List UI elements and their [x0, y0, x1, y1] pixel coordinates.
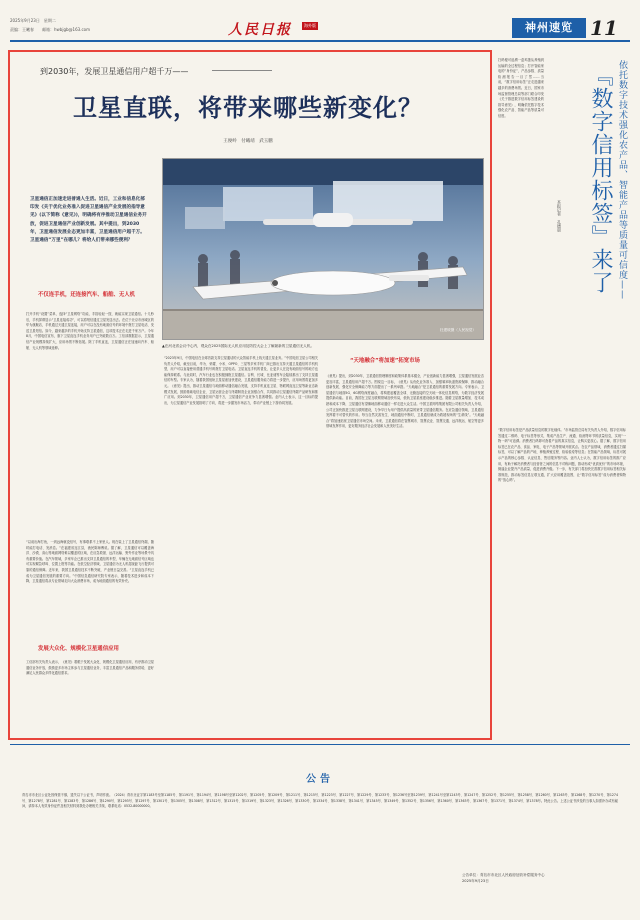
- sidebar-writer: 本报记者 孔德晨: [557, 200, 562, 232]
- notice-title: 公告: [306, 774, 334, 785]
- article-column-1c: 工信部有关负责人表示，《意见》着眼于发展大众化、规模化卫星通信应用，有序推动卫星通信业务开放，鼓励更多市场主体参与卫星通信业务，丰富卫星通信产品和服务供给，更好满足人民群众多样化通信需求。: [26, 660, 154, 676]
- article-lead: [30, 196, 148, 245]
- editor-line: 责编：王曦春 邮箱：hwbjgb@163.com: [10, 27, 90, 32]
- sidebar-title: 『数字信用标签』来了: [588, 64, 613, 294]
- kicker-rule: [212, 70, 272, 71]
- sidebar-subtitle: 依托数字技术强化农产品、智能产品等质量可信度——: [617, 60, 627, 300]
- article-column-1a: 打开手机“设置”菜单，选择“卫星网络”功能，手指轻轻一按，就能实现卫星通信。十几秒后，手机屏幕显示“卫星连接成功”，可以将短信通过卫星发送出去。在位于北京市西城区的华为旗舰店，手机通过天通卫星连接，用户可以在没有地面信号的环境中拨打卫星电话、发送卫星短信。如今，越来越多的手机开始支持卫星通信，这项技术正在走进千家万户。今年8月，中国电信宣布，旗下卫星直连手机业务用户已突破数百万。工信部数据显示，卫星通信产业规模持续扩大，应用场景不断拓展。除了手机直连，卫星通信正在加速向汽车、船舶、无人机等领域延伸。: [26, 312, 154, 350]
- article-column-3: 《意见》提出，到2030年，卫星通信管理制度和政策体系基本健全，产业创新能力显著增强，卫星通信发展业态更加丰富，卫星通信用户超千万。围绕这一目标，《意见》从优化业务准入、加强频率轨道资源保障、推动融合创新发展、强化安全保障能力等方面提出了一系列举措。“天地融合”是卫星通信的重要发展方向。专家表示，卫星通信与地面5G、6G网络深度融合，将构建起覆盖全球、无缝连接的空天地一体化信息网络，为数字经济发展提供新动能。目前，我国在卫星互联网领域加快布局，低轨卫星星座建设稳步推进。随着卫星数量增加、技术成熟和成本下降，卫星通信有望像地面移动通信一样走进大众生活。中国卫星网络集团有限公司相关负责人介绍，公司正加快推进卫星互联网建设，力争早日为用户提供高质量的宽带卫星通信服务。在应急通信领域，卫星通信发挥着不可替代的作用。每当自然灾害发生、地面通信中断时，卫星通信就成为救援现场的“生命线”。“天地融合”将加速拓宽卫星通信市场空间。未来，卫星通信将在智慧城市、智慧农业、智慧交通、远洋航运、航空等更多领域发挥作用，更好服务经济社会发展和人民美好生活。: [326, 374, 484, 429]
- photo-caption: ▲在河北省会议中心内，观众在2025国际无人机应用及防控大会上了解最新的卫星通信无人机。: [162, 344, 315, 348]
- newspaper-logo: 人民日报: [228, 22, 292, 38]
- article-column-2: “2023年9月，中国电信在全球首款支持卫星通话的大众智能手机上线天通卫星业务。”中国电信卫星公司相关负责人介绍，截至目前，华为、荣耀、小米、OPPO、三星等多家手机厂商已推出支持天通卫星通信的手机机型，用户可以直接使用普通手机号码拨打卫星电话。卫星直连手机的普及，让更多人在没有地面信号的地方也能保持联系。与此同时，汽车行业也在积极拥抱卫星通信。吉利、长城、比亚迪等车企陆续推出了支持卫星通信的车型。专家认为，随着我国低轨卫星星座加快建设，卫星通信服务能力将进一步提升，应用场景将更加多元。《意见》提出，推动卫星通信与地面移动通信融合发展，支持手机直连卫星、物联网直连卫星等新业态新模式发展，鼓励基础电信企业、卫星运营企业与终端制造企业加强合作，共同推动卫星通信终端产品研发和推广应用。到2030年，卫星通信用户超千万，卫星通信产业竞争力显著增强。业内人士表示，这一目标的提出，为卫星通信产业发展指明了方向，将进一步激发市场活力，带动产业链上下游协同发展。: [164, 356, 318, 405]
- masthead: [10, 18, 630, 44]
- lead-text: 卫星通信正加速走进普通人生活。近日，工业和信息化部印发《关于优化业务准入促进卫星通信产业发展的指导意见》(以下简称《意见》)，明确将有序推动卫星通信业务开放，促进卫星通信产业创新发展。其中提出，到2030年，卫星通信发展业态更加丰富，卫星通信用户超千万。卫星通信“万里”在哪儿？将给人们带来哪些便利？: [30, 197, 147, 244]
- notice-issuer: 公告单位：青岛市市北区人民政府征收补偿服务中心: [462, 873, 545, 877]
- masthead-rule: [10, 40, 630, 42]
- page-number: 11: [590, 16, 618, 40]
- notice-date: 2025年9月23日: [462, 879, 489, 883]
- article-column-1b: “以前出海打鱼，一到远海就没信号，有事联系不上家里人。现在装上了卫星通信终端，随时能打电话、发消息。”在福建省连江县，渔民陈师傅说。据了解，卫星通信可以覆盖海洋、沙漠、高山等地面网络难以覆盖的区域，在应急救援、远洋运输、野外作业等场景中具有重要价值。在汽车领域，多家车企已推出支持卫星通信的车型，车辆在无地面信号区域也可实现紧急呼叫、位置上报等功能。在低空经济领域，卫星通信为无人机超视距飞行提供可靠的通信保障。近年来，我国卫星通信技术不断突破，产业链日益完善。“卫星直连手机已成为卫星通信发展的重要方向。”中国信息通信研究院专家表示，随着技术进步和成本下降，卫星通信将从专业领域走向大众消费市场，成为地面通信的有效补充。: [26, 540, 154, 584]
- section-title: 神州速览: [512, 18, 586, 38]
- article-photo: [162, 158, 484, 340]
- article-kicker: 到2030年，发展卫星通信用户超千万——: [40, 67, 189, 76]
- drone-exhibition-image: [163, 159, 484, 340]
- sidebar-column-2: “数字信用标签是产品质量信息的数字化载体。”市场监管总局有关负责人介绍，数字信用标签通过二维码、电子标签等形式，集成产品生产、流通、检测等环节的质量信息，实现“一物一码”可追溯。消费者扫码即可查看产品的真实信息，让购买更放心。据了解，数字信用标签已在农产品、食品、家电、电子产品等领域开展试点。在农产品领域，消费者通过扫描标签，可以了解产品的产地、种植养殖过程、检验检疫等信息；在智能产品领域，标签可展示产品的核心参数、认证信息、售后服务等内容。业内人士认为，数字信用标签的推广应用，有助于解决消费者与经营者之间的信息不对称问题，推动形成“优质优价”的市场环境，倒逼企业提升产品质量，促进消费升级。下一步，有关部门将加快完善数字信用标签相关标准规范，推动标签信息互联互通，扩大应用覆盖范围，让“数字信用标签”成为消费者购物的“放心码”。: [498, 428, 626, 483]
- photo-credit: 杜建坡摄（人民视觉）: [440, 328, 476, 332]
- issue-date: 2025年9月23日 星期二: [10, 18, 56, 23]
- notice-divider: [10, 744, 630, 745]
- subhead-2: 发展大众化、规模化卫星通信应用: [38, 646, 119, 652]
- notice-signature: [462, 872, 602, 884]
- sidebar-vertical-heading: [552, 60, 630, 360]
- subhead-1: 不仅连手机，还连接汽车、船舶、无人机: [38, 292, 136, 298]
- subhead-3: “天地融合”将加速”拓宽市场: [350, 358, 420, 364]
- notice-body: 青岛市市北区公证处因保管不慎，遗失以下公证书，声明作废。（2024）青市北证字第1183号至第1185号、第1191号、第1194号、第1198号至第1202号、第1205号、第1209号、第1211号、第1215号、第1223号、第1227号、第1229号、第1233号、第1236号至第1239号、第1241号至第1243号、第1247号、第1252号、第1255号、第1258号、第1260号、第1263号、第1268号、第1270号、第1274号、第1278号、第1281号、第1283号、第1286号、第1290号、第1293号、第1297号、第1301号、第1305号、第1308号、第1312号、第1315号、第1319号、第1323号、第1326号、第1330号、第1334号、第1338号、第1341号、第1345号、第1349号、第1352号、第1356号、第1360号、第1363号、第1367号、第1371号、第1374号、第1378号。特此公告。上述公证书涉及的当事人如需补办或有疑问，请持本人有效身份证件及相关材料到我处办理相关手续，联系电话：0532-80000000。: [22, 793, 618, 809]
- sidebar-column-1: 扫码便可追溯一盒鸡蛋从养殖到运输的全过程信息；打开智能家电的“身份证”，产品参数、质量检测报告一目了然……当前，“数字信用标签”正走进越来越多的消费场景。近日，国家市场监督管理总局等部门联合印发《关于推进数字信用标签建设的指导意见》，明确依托数字技术强化农产品、智能产品等质量可信度。: [498, 58, 544, 118]
- article-byline: 王俊岭 付曦靖 武玉鹏: [223, 139, 273, 144]
- edition-tag: 海外版: [304, 23, 316, 28]
- article-headline: 卫星直联，将带来哪些新变化？: [73, 93, 423, 122]
